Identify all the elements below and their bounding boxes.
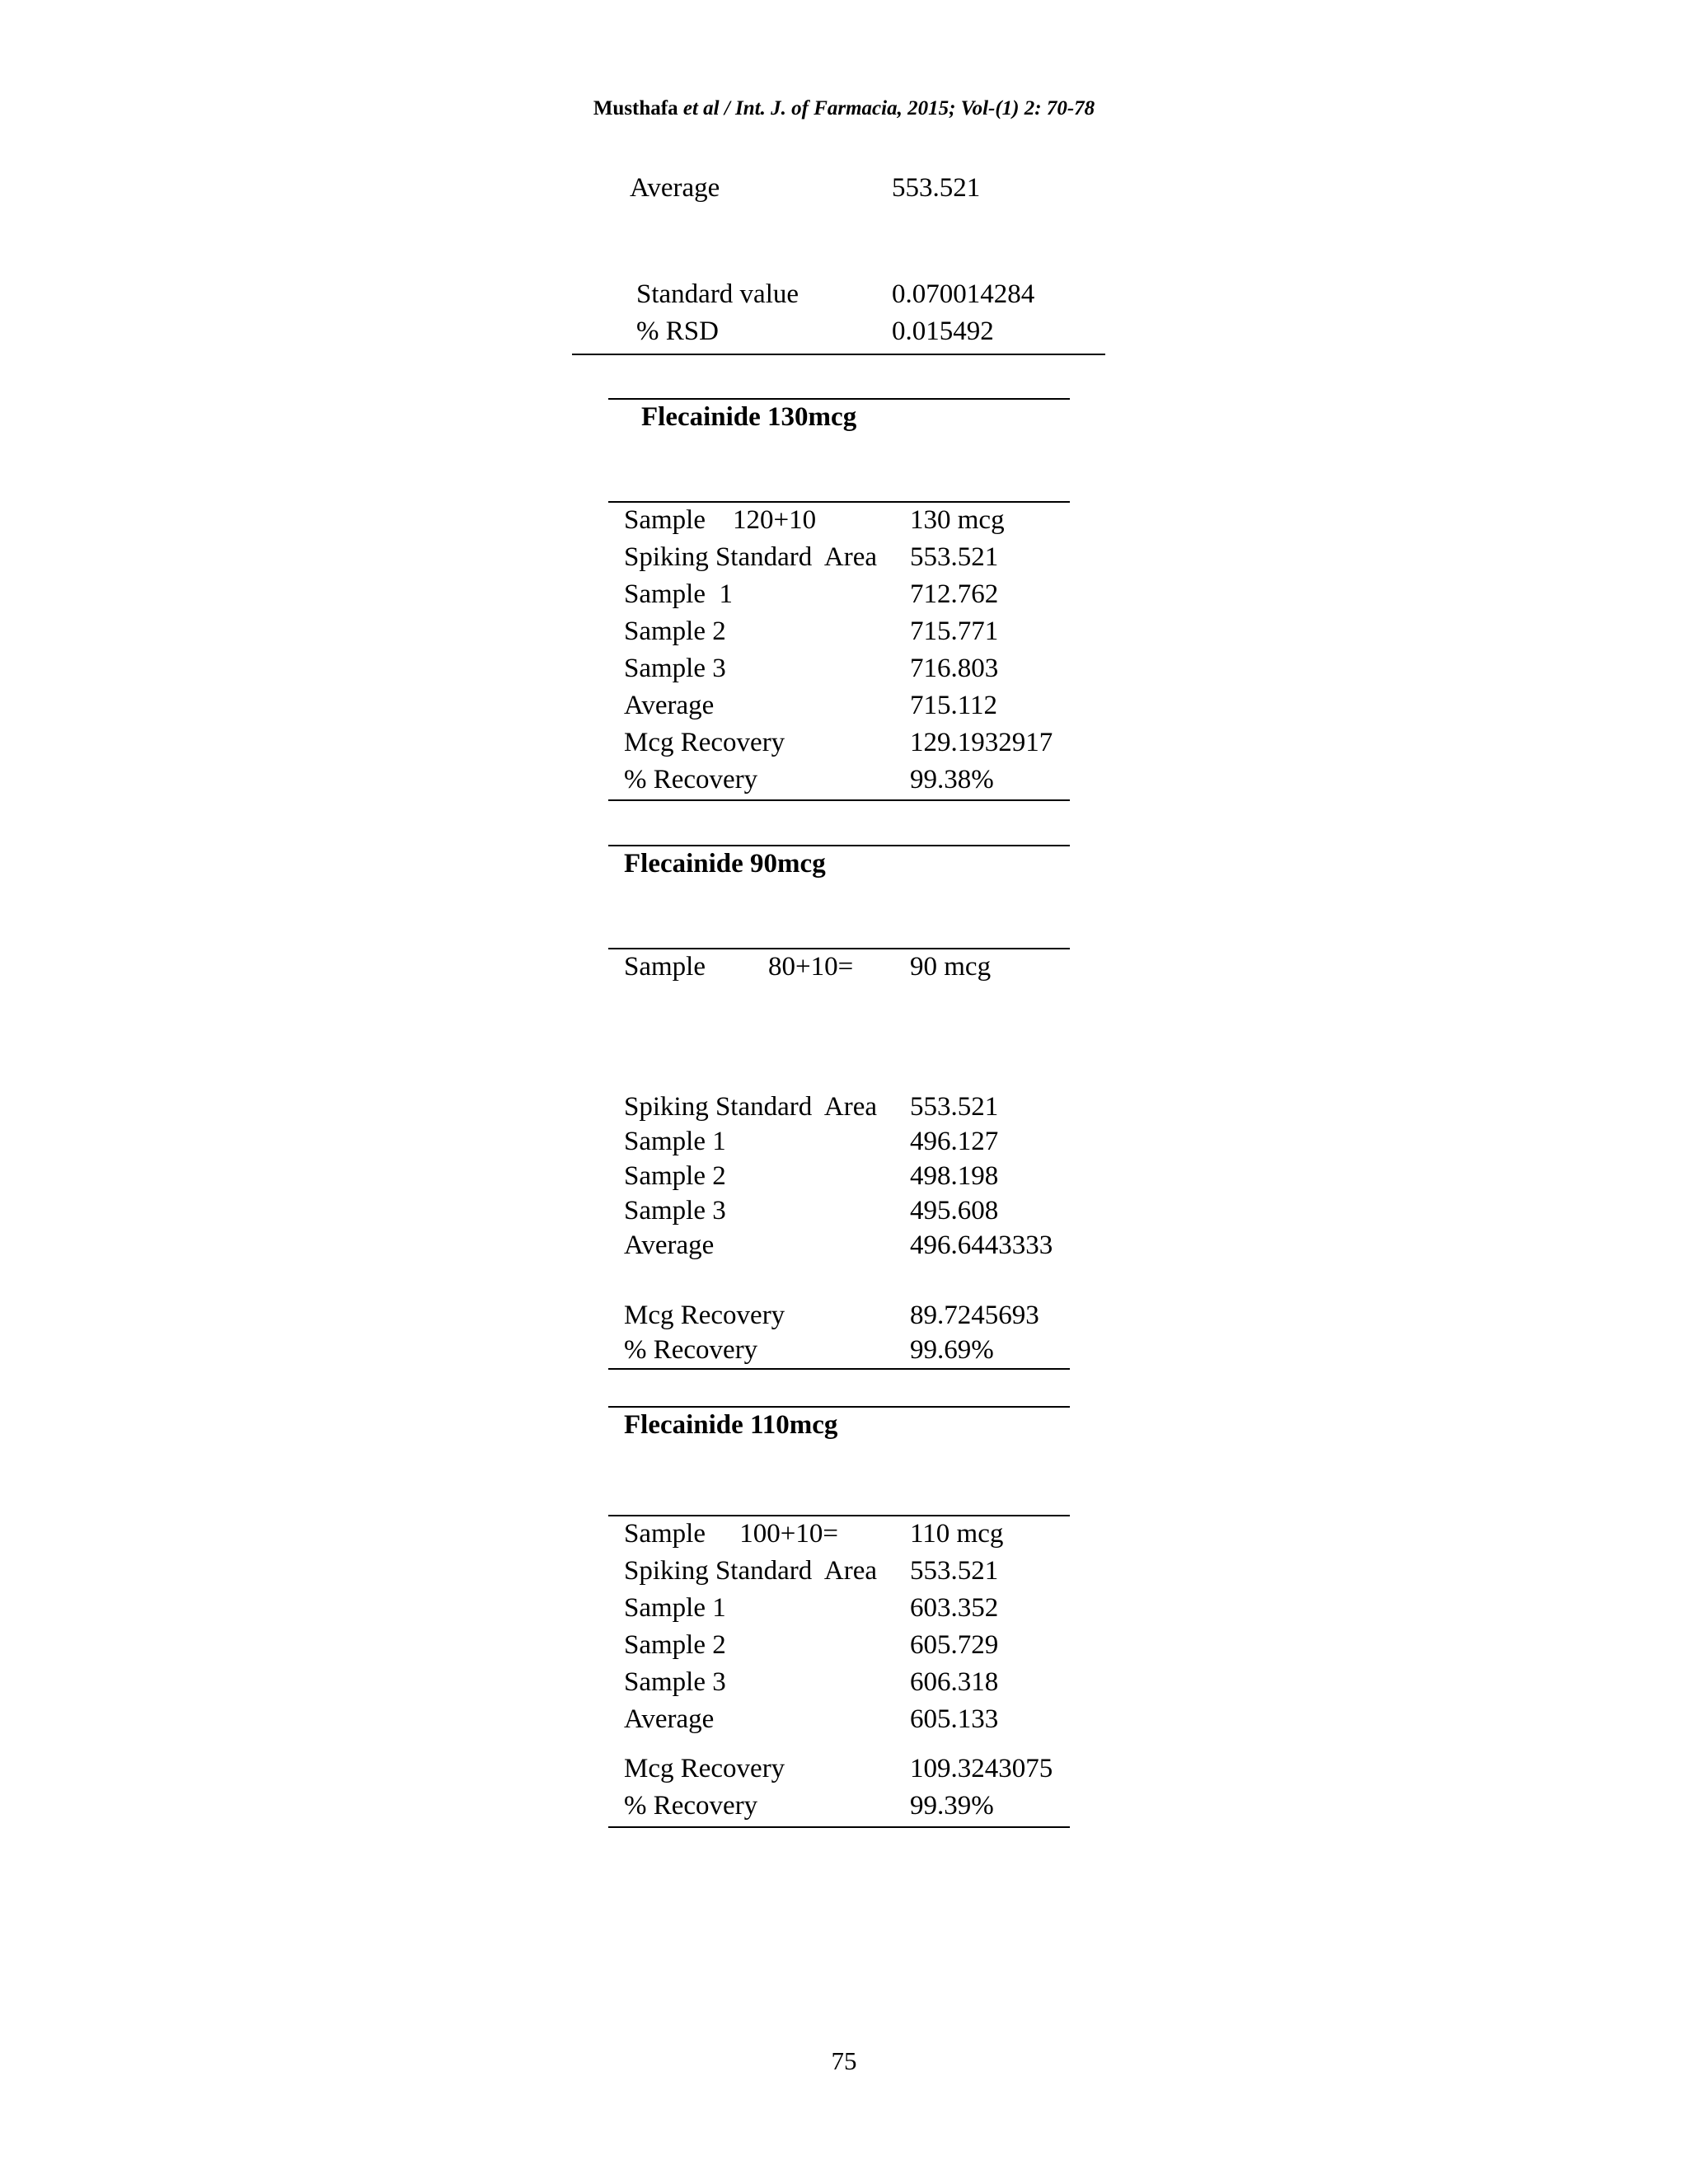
t110-header-rule [608, 1515, 1070, 1516]
t110-row-label: Spiking Standard Area [624, 1556, 878, 1586]
t130-row-value: 129.1932917 [910, 728, 1053, 757]
t90-row-value: 496.6443333 [910, 1230, 1053, 1260]
t90-sample-label: Sample [624, 952, 706, 982]
t130-title: Flecainide 130mcg [641, 402, 857, 432]
t130-row-label: Mcg Recovery [624, 728, 785, 757]
t130-top-rule [608, 398, 1070, 400]
t110-row-label: % Recovery [624, 1791, 758, 1821]
average-value: 553.521 [892, 173, 981, 203]
t90-top-rule [608, 845, 1070, 846]
standard-value-label: Standard value [636, 279, 799, 309]
t90-row-value: 553.521 [910, 1092, 999, 1122]
t130-row-label: Average [624, 691, 715, 720]
t130-row-value: 99.38% [910, 765, 994, 794]
t90-row-value: 89.7245693 [910, 1301, 1039, 1330]
t110-bottom-rule [608, 1826, 1070, 1828]
t110-row-value: 605.133 [910, 1704, 999, 1734]
t110-row-label: Average [624, 1704, 715, 1734]
t110-row-label: Sample 2 [624, 1630, 726, 1660]
t110-row-label: Sample 3 [624, 1667, 726, 1697]
t90-row-label: Sample 3 [624, 1196, 726, 1226]
t110-top-rule [608, 1406, 1070, 1408]
t110-row-value: 603.352 [910, 1593, 999, 1623]
t110-row-value: 110 mcg [910, 1519, 1004, 1549]
t130-row-label: % Recovery [624, 765, 758, 794]
header-authors: Musthafa [593, 97, 678, 120]
t90-row-label: Spiking Standard Area [624, 1092, 878, 1122]
page-number: 75 [831, 2046, 857, 2075]
t130-row-label: Sample 3 [624, 654, 726, 683]
t110-title: Flecainide 110mcg [624, 1410, 838, 1440]
t130-row-value: 716.803 [910, 654, 999, 683]
average-label: Average [630, 173, 720, 203]
rsd-label: % RSD [636, 316, 719, 346]
t130-row-label: Sample 120+10 [624, 505, 817, 535]
t90-row-value: 495.608 [910, 1196, 999, 1226]
t130-row-value: 130 mcg [910, 505, 1005, 535]
running-header [0, 97, 1688, 120]
t90-row-label: Mcg Recovery [624, 1301, 785, 1330]
t90-row-label: Sample 1 [624, 1127, 726, 1156]
top-table-bottom-rule [572, 354, 1105, 355]
t110-row-label: Sample 1 [624, 1593, 726, 1623]
t90-sample-expr: 80+10= [768, 952, 854, 982]
standard-value: 0.070014284 [892, 279, 1035, 309]
t130-row-value: 715.771 [910, 616, 999, 646]
t90-row-label: % Recovery [624, 1335, 758, 1365]
t110-row-label: Sample 100+10= [624, 1519, 838, 1549]
t90-title: Flecainide 90mcg [624, 849, 826, 879]
t110-row-value: 109.3243075 [910, 1754, 1053, 1783]
t90-row-value: 498.198 [910, 1161, 999, 1191]
t130-bottom-rule [608, 799, 1070, 801]
t90-row-value: 496.127 [910, 1127, 999, 1156]
rsd-value: 0.015492 [892, 316, 994, 346]
t90-row-value: 99.69% [910, 1335, 994, 1365]
t110-row-value: 99.39% [910, 1791, 994, 1821]
header-citation: et al / Int. J. of Farmacia, 2015; Vol-(1) 2: 70-78 [682, 97, 1095, 120]
t110-row-label: Mcg Recovery [624, 1754, 785, 1783]
t90-bottom-rule [608, 1368, 1070, 1370]
t130-row-value: 712.762 [910, 579, 999, 609]
t90-sample-value: 90 mcg [910, 952, 992, 982]
t110-row-value: 553.521 [910, 1556, 999, 1586]
t110-row-value: 606.318 [910, 1667, 999, 1697]
t90-row-label: Average [624, 1230, 715, 1260]
t110-row-value: 605.729 [910, 1630, 999, 1660]
t130-row-label: Sample 1 [624, 579, 733, 609]
t130-row-label: Spiking Standard Area [624, 542, 878, 572]
t130-row-value: 553.521 [910, 542, 999, 572]
t130-row-label: Sample 2 [624, 616, 726, 646]
t130-header-rule [608, 501, 1070, 503]
t90-header-rule [608, 948, 1070, 949]
t90-row-label: Sample 2 [624, 1161, 726, 1191]
t130-row-value: 715.112 [910, 691, 998, 720]
